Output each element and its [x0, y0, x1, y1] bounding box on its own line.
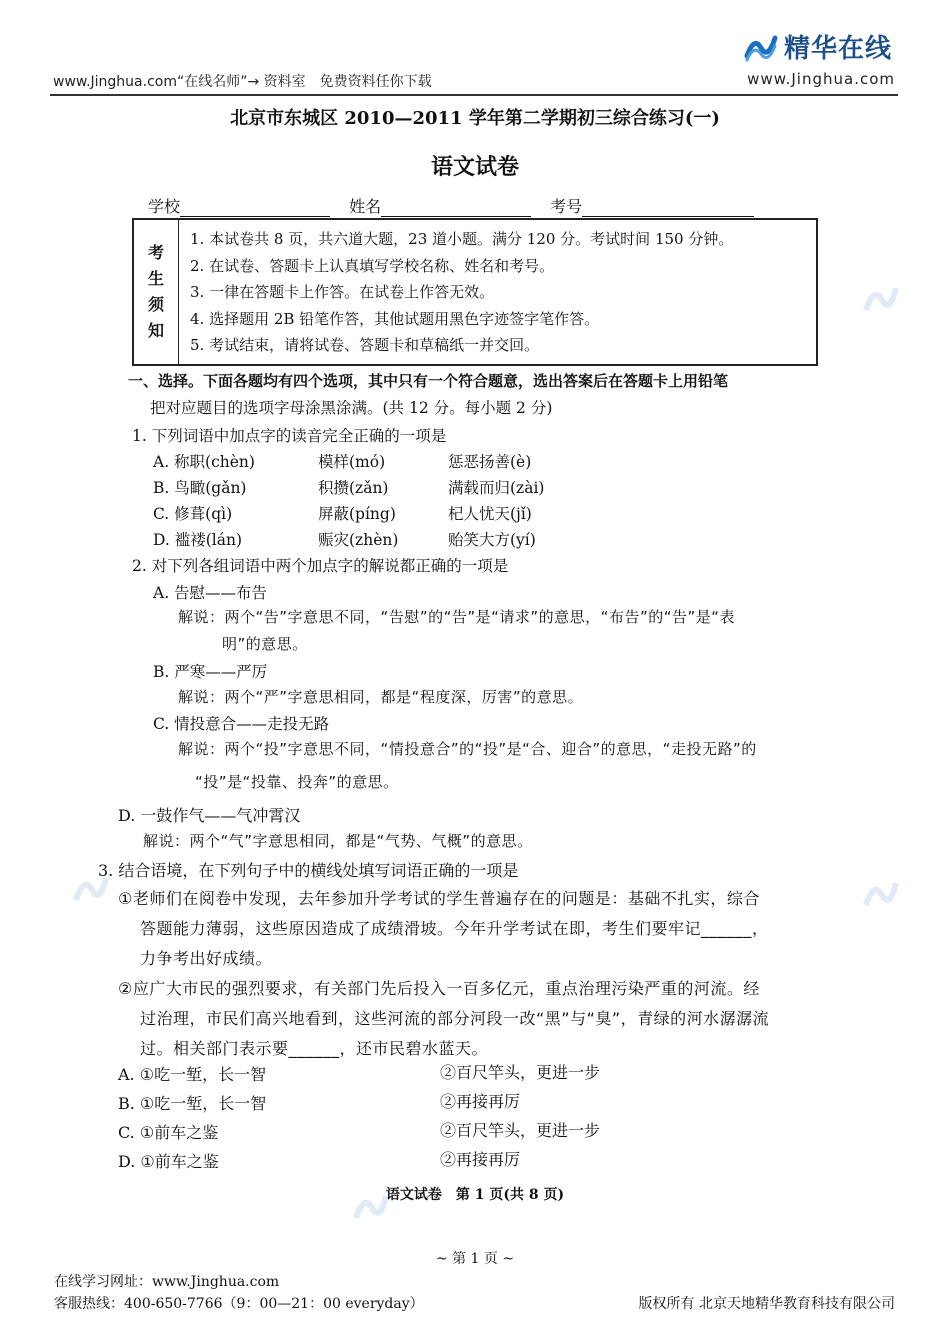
q2-option-a-expl-2: 明”的意思。 — [222, 635, 308, 653]
jinghua-logo-icon — [744, 32, 778, 62]
q2-option-d-expl: 解说：两个“气”字意思相同，都是“气势、气概”的意思。 — [143, 832, 533, 850]
q1-row-b: B. 鸟瞰(gǎn) — [153, 479, 247, 497]
q2-option-a-expl: 解说：两个“告”字意思不同，“告慰”的“告”是“请求”的意思，“布告”的“告”是“表 — [178, 608, 736, 626]
notice-item: 4. 选择题用 2B 铅笔作答，其他试题用黑色字迹签字笔作答。 — [190, 309, 600, 328]
footer-hotline: 客服热线：400-650-7766（9：00—21：00 everyday） — [54, 1296, 424, 1312]
exam-no-field — [582, 200, 754, 217]
notice-item: 1. 本试卷共 8 页，共六道大题，23 道小题。满分 120 分。考试时间 150 分钟。 — [190, 230, 734, 248]
q2-option-c-expl: 解说：两个“投”字意思不同，“情投意合”的“投”是“合、迎合”的意思，“走投无路”的 — [178, 740, 757, 758]
section-heading-2: 把对应题目的选项字母涂黑涂满。(共 12 分。每小题 2 分) — [150, 399, 553, 417]
exam-no-label: 考号 — [550, 197, 583, 216]
q1-row-c-2: 屏蔽(píng) — [318, 505, 396, 523]
q3-passage-1: ①老师们在阅卷中发现，去年参加升学考试的学生普遍存在的问题是：基础不扎实，综合 — [118, 889, 760, 908]
footer-copyright: 版权所有 北京天地精华教育科技有限公司 — [638, 1296, 895, 1312]
q3-option-b: B. ①吃一堑，长一智 — [118, 1094, 267, 1113]
q2-option-d: D. 一鼓作气——气冲霄汉 — [118, 806, 301, 825]
q1-row-d-2: 赈灾(zhèn) — [318, 531, 399, 549]
exam-title: 北京市东城区 2010—2011 学年第二学期初三综合练习(一) — [230, 108, 720, 129]
candidate-notice-box — [132, 218, 818, 366]
q2-option-c-expl-2: “投”是“投靠、投奔”的意思。 — [195, 773, 399, 791]
notice-item: 3. 一律在答题卡上作答。在试卷上作答无效。 — [190, 283, 495, 301]
q1-stem: 1. 下列词语中加点字的读音完全正确的一项是 — [132, 427, 447, 445]
school-label: 学校 — [148, 197, 181, 216]
q1-row-b-2: 积攒(zǎn) — [318, 479, 389, 497]
q3-stem: 3. 结合语境，在下列句子中的横线处填写词语正确的一项是 — [98, 861, 519, 880]
q1-row-c-3: 杞人忧天(jǐ) — [448, 505, 532, 523]
school-field — [180, 200, 330, 217]
header-divider — [50, 94, 898, 96]
brand-logo — [744, 28, 892, 65]
footer-site: 在线学习网址：www.Jinghua.com — [54, 1274, 280, 1290]
page-number: ~ 第 1 页 ~ — [435, 1251, 515, 1267]
q2-stem: 2. 对下列各组词语中两个加点字的解说都正确的一项是 — [132, 557, 509, 575]
logo-text: 精华在线 — [783, 34, 892, 64]
q3-option-a-2: ②百尺竿头，更进一步 — [440, 1063, 601, 1082]
q1-row-a: A. 称职(chèn) — [153, 453, 255, 471]
name-label: 姓名 — [349, 197, 382, 216]
info-fields — [148, 194, 754, 217]
q2-option-c: C. 情投意合——走投无路 — [153, 715, 330, 733]
notice-label-char: 考 — [147, 243, 164, 262]
site-header-line: www.Jinghua.com“在线名师”→ 资料室 免费资料任你下载 — [53, 74, 432, 90]
q3-passage-1-line3: 力争考出好成绩。 — [140, 949, 273, 968]
exam-page-footer: 语文试卷 第 1 页(共 8 页) — [385, 1187, 565, 1203]
q2-option-a: A. 告慰——布告 — [153, 584, 268, 602]
section-heading: 一、选择。下面各题均有四个选项，其中只有一个符合题意，选出答案后在答题卡上用铅笔 — [128, 372, 729, 390]
q1-row-d-3: 贻笑大方(yí) — [448, 531, 536, 549]
q2-option-b: B. 严寒——严厉 — [153, 663, 268, 681]
q2-option-b-expl: 解说：两个“严”字意思相同，都是“程度深，厉害”的意思。 — [178, 688, 584, 706]
q3-passage-2-line2: 过治理，市民们高兴地看到，这些河流的部分河段一改“黑”与“臭”，青绿的河水潺潺流 — [140, 1009, 770, 1028]
q1-row-c: C. 修葺(qì) — [153, 505, 233, 523]
notice-label — [134, 220, 179, 364]
q3-option-b-2: ②再接再厉 — [440, 1092, 521, 1111]
q1-row-b-3: 满载而归(zài) — [448, 479, 545, 497]
q3-passage-1-line2: 答题能力薄弱，这些原因造成了成绩滑坡。今年升学考试在即，考生们要牢记______， — [140, 919, 769, 938]
q3-option-a: A. ①吃一堑，长一智 — [118, 1065, 267, 1084]
q3-option-c-2: ②百尺竿头，更进一步 — [440, 1121, 601, 1140]
q1-row-a-3: 惩恶扬善(è) — [448, 453, 532, 471]
name-field — [381, 200, 531, 217]
watermark-logo-icon — [860, 280, 900, 320]
notice-label-char: 生 — [147, 269, 164, 288]
q3-option-c: C. ①前车之鉴 — [118, 1123, 219, 1142]
notice-items — [190, 226, 733, 359]
notice-item: 2. 在试卷、答题卡上认真填写学校名称、姓名和考号。 — [190, 256, 555, 275]
q3-option-d: D. ①前车之鉴 — [118, 1152, 219, 1171]
q1-row-d: D. 褴褛(lán) — [153, 531, 243, 549]
notice-label-char: 须 — [147, 295, 164, 314]
notice-label-char: 知 — [147, 321, 164, 340]
notice-item: 5. 考试结束，请将试卷、答题卡和草稿纸一并交回。 — [190, 336, 540, 354]
q3-passage-2: ②应广大市民的强烈要求，有关部门先后投入一百多亿元，重点治理污染严重的河流。经 — [118, 979, 760, 998]
logo-url: www.Jinghua.com — [747, 70, 895, 88]
q3-passage-2-line3: 过。相关部门表示要______，还市民碧水蓝天。 — [140, 1039, 489, 1058]
q1-row-a-2: 模样(mó) — [318, 453, 386, 471]
watermark-logo-icon — [860, 875, 900, 915]
exam-subtitle: 语文试卷 — [430, 155, 519, 180]
q3-option-d-2: ②再接再厉 — [440, 1150, 521, 1169]
